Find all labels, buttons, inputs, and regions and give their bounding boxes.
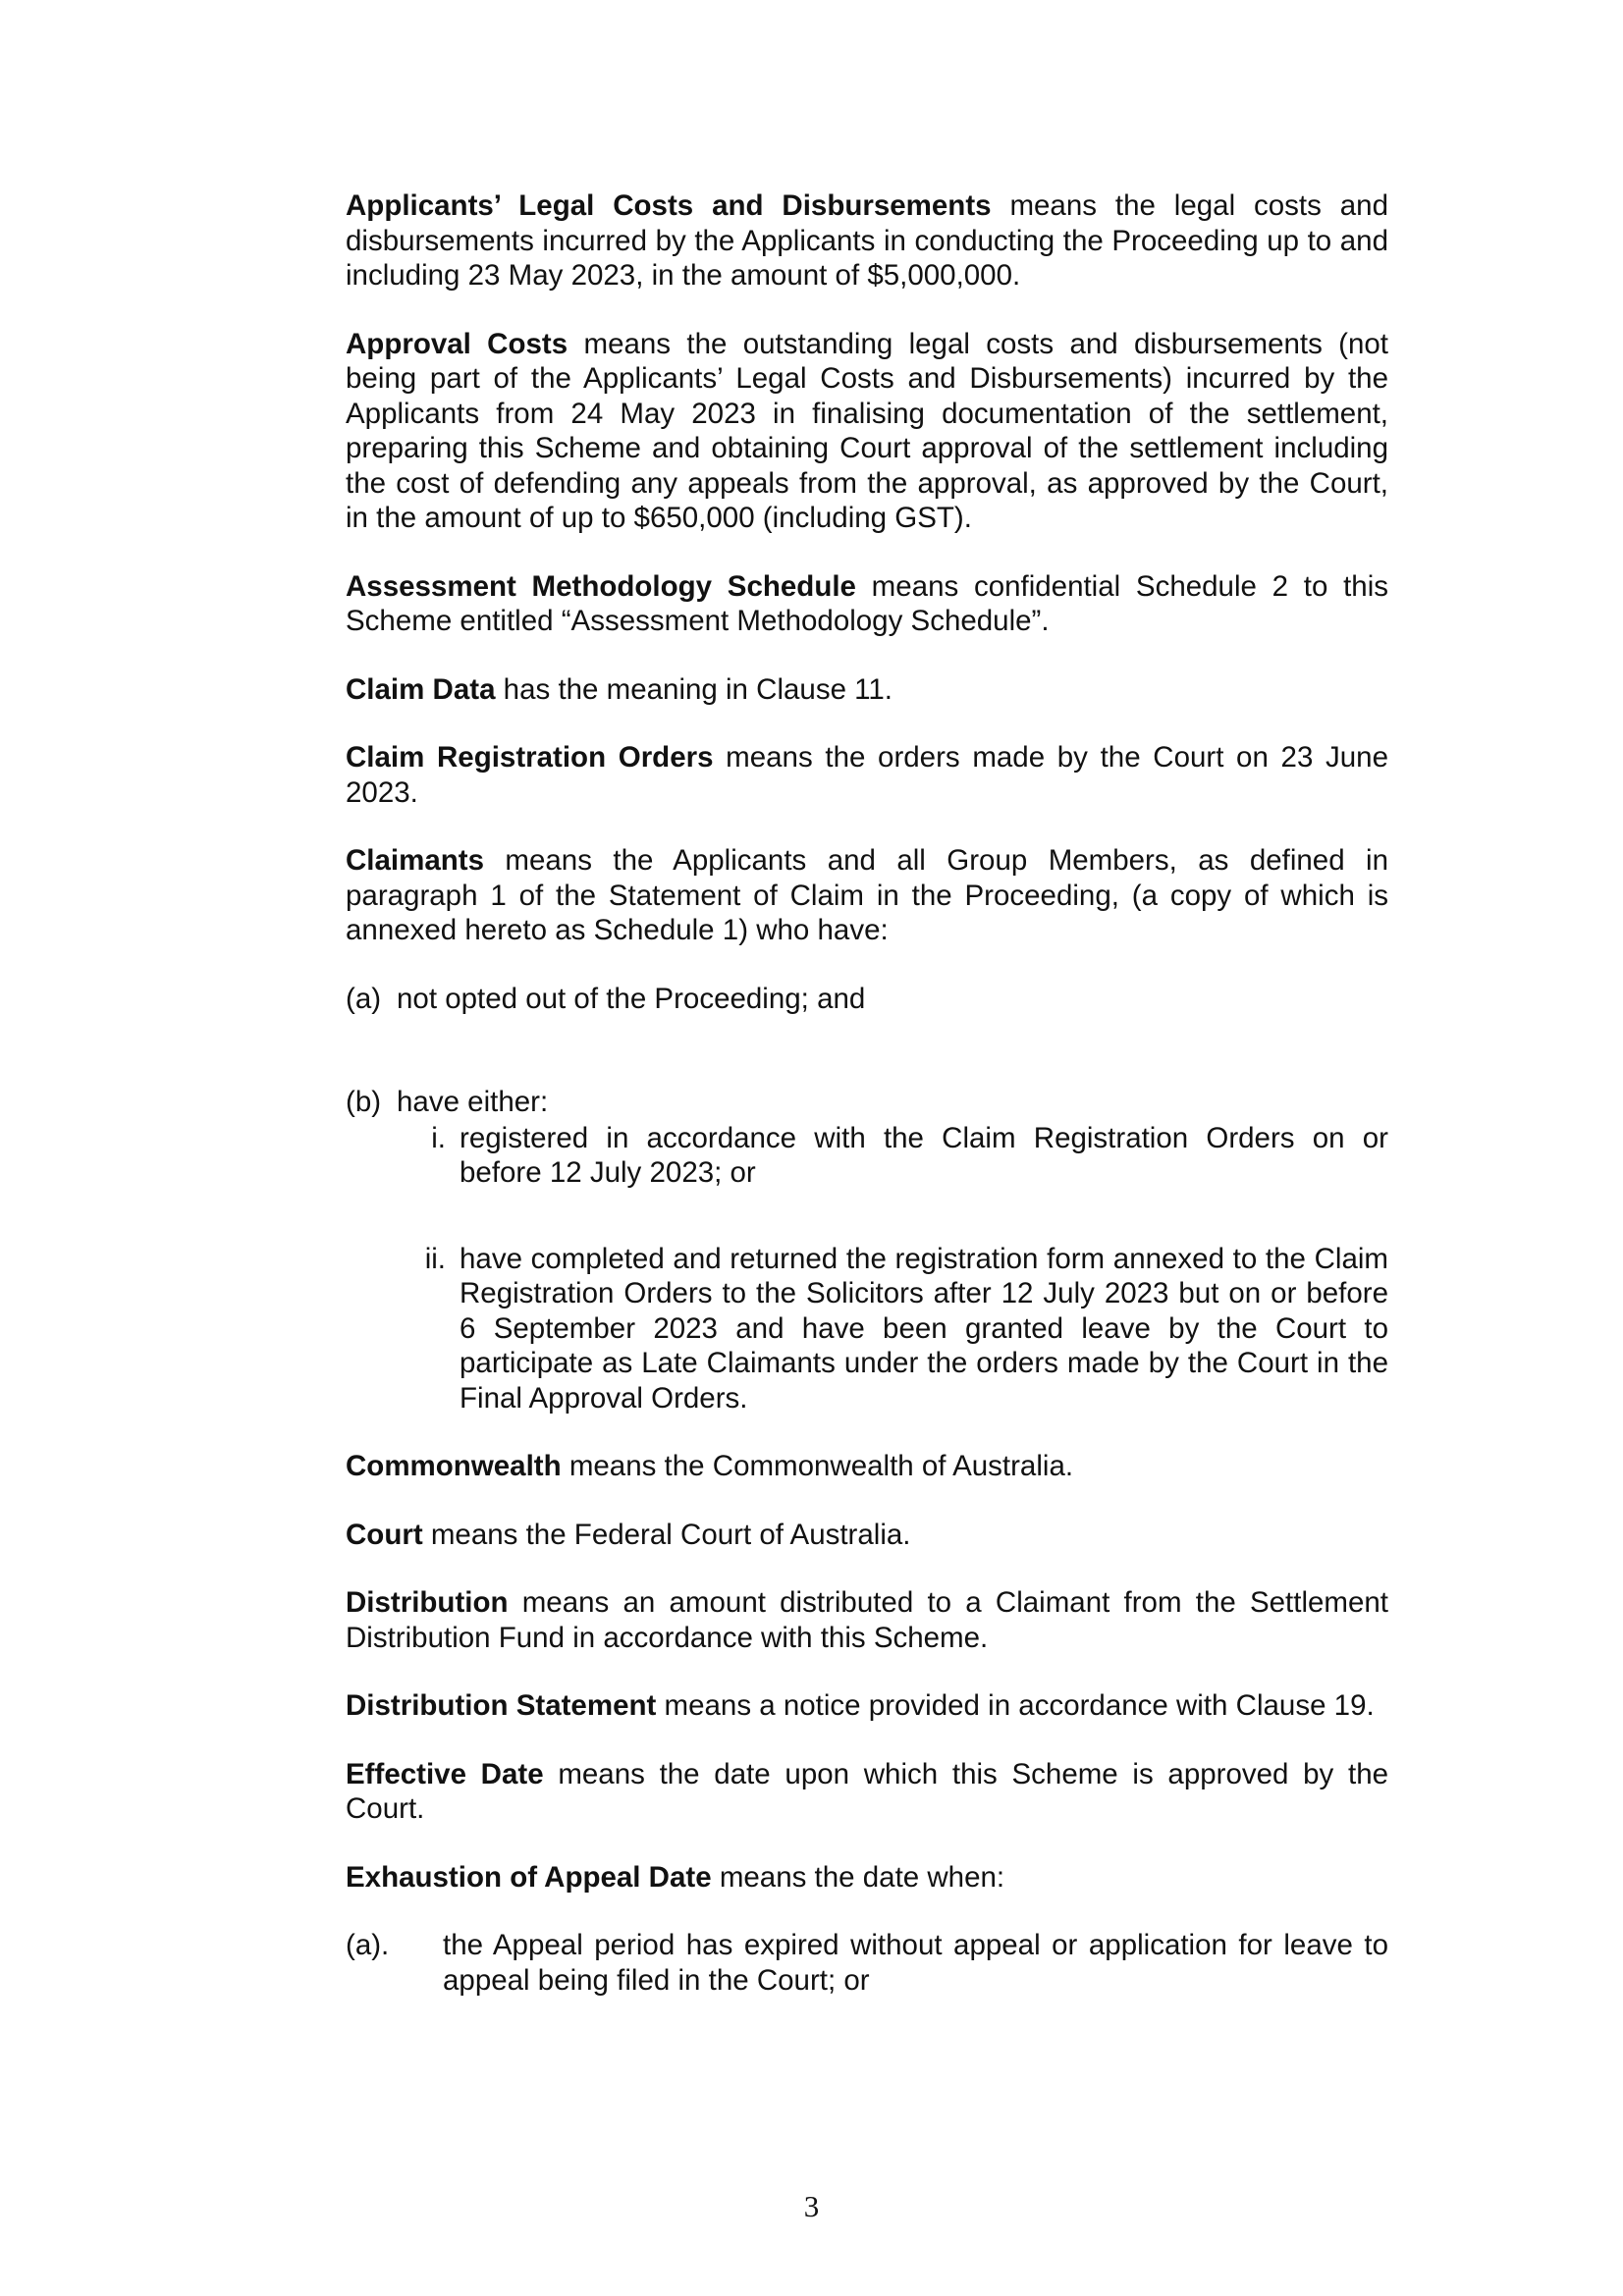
claimants-subitem-ii (403, 1242, 1388, 1416)
definition-text: means the outstanding legal costs and disbursements (not being part of the Applicants’ Legal Costs and Disbursements) incurred by the Applicants from 24 May 2023 in finalising documentation of the settlement, preparing this Scheme and obtaining Court approval of the settlement including the cost of defending any appeals from the approval, as approved by the Court, in the amount of up to $650,000 (including GST). (346, 327, 1388, 534)
definition-term: Approval Costs (346, 327, 568, 360)
definition-term: Effective Date (346, 1757, 544, 1790)
claimants-subitem-i (403, 1121, 1388, 1191)
definition-term: Applicants’ Legal Costs and Disbursements (346, 189, 992, 222)
definition-term: Distribution Statement (346, 1689, 657, 1722)
definition-text: means confidential Schedule 2 to this Scheme entitled “Assessment Methodology Schedule”. (346, 569, 1389, 637)
definition-approval-costs (346, 327, 1388, 536)
definitions-section (346, 188, 1388, 1998)
definition-text: means the legal costs and disbursements incurred by the Applicants in conducting the Proceeding up to and including 23 May 2023, in the amount of $5,000,000. (346, 189, 1388, 292)
subitem-text: have completed and returned the registration form annexed to the Claim Registration Orders to the Solicitors after 12 July 2023 but on or before 6 September 2023 and have been granted leave by the Court to participate as Late Claimants under the orders made by the Court in the Final Approval Orders. (460, 1242, 1388, 1415)
definition-term: Exhaustion of Appeal Date (346, 1860, 712, 1894)
item-label: (a). (346, 1929, 390, 1961)
definition-effective-date (346, 1757, 1388, 1827)
definition-court (346, 1518, 1388, 1553)
definition-text: means the Applicants and all Group Members, as defined in paragraph 1 of the Statement of Claim in the Proceeding, (a copy of which is annexed hereto as Schedule 1) who have: (346, 844, 1388, 946)
item-text: have either: (397, 1086, 549, 1118)
exhaustion-item-a (346, 1928, 1388, 1998)
definition-exhaustion-of-appeal-date (346, 1860, 1388, 1896)
definition-term: Court (346, 1518, 423, 1551)
definition-term: Claim Data (346, 672, 496, 706)
definition-text: means the Federal Court of Australia. (422, 1518, 911, 1551)
definition-claimants (346, 843, 1388, 948)
definition-claim-data (346, 672, 1388, 708)
definition-term: Assessment Methodology Schedule (346, 569, 856, 603)
definition-text: means an amount distributed to a Claimant from the Settlement Distribution Fund in accordance with this Scheme. (346, 1586, 1388, 1654)
claimants-item-b (346, 1085, 1388, 1120)
definition-distribution (346, 1585, 1388, 1655)
definition-text: means the date when: (711, 1860, 1005, 1894)
definition-term: Claimants (346, 844, 484, 877)
claimants-item-a (346, 982, 1388, 1017)
definition-text: has the meaning in Clause 11. (495, 672, 893, 706)
page-number: 3 (803, 2189, 820, 2223)
claimants-subitems (403, 1121, 1388, 1416)
item-text: the Appeal period has expired without appeal or application for leave to appeal being filed in the Court; or (443, 1929, 1388, 1997)
item-label: (b) (346, 1086, 382, 1118)
definition-distribution-statement (346, 1688, 1388, 1724)
definition-term: Commonwealth (346, 1450, 562, 1482)
definition-term: Distribution (346, 1586, 509, 1619)
definition-text: means the Commonwealth of Australia. (561, 1450, 1074, 1482)
subitem-text: registered in accordance with the Claim Registration Orders on or before 12 July 2023; or (460, 1121, 1388, 1189)
definition-term: Claim Registration Orders (346, 741, 714, 774)
definition-text: means a notice provided in accordance with Clause 19. (656, 1689, 1375, 1722)
definition-assessment-methodology-schedule (346, 569, 1388, 639)
definition-text: means the date upon which this Scheme is approved by the Court. (346, 1757, 1389, 1825)
item-text: not opted out of the Proceeding; and (397, 982, 866, 1015)
definition-commonwealth (346, 1449, 1388, 1484)
definition-applicants-legal-costs (346, 188, 1388, 294)
subitem-label: ii. (424, 1242, 446, 1275)
definition-text: means the orders made by the Court on 23 June 2023. (346, 741, 1388, 809)
subitem-label: i. (431, 1121, 446, 1154)
item-label: (a) (346, 982, 382, 1015)
definition-claim-registration-orders (346, 740, 1388, 810)
